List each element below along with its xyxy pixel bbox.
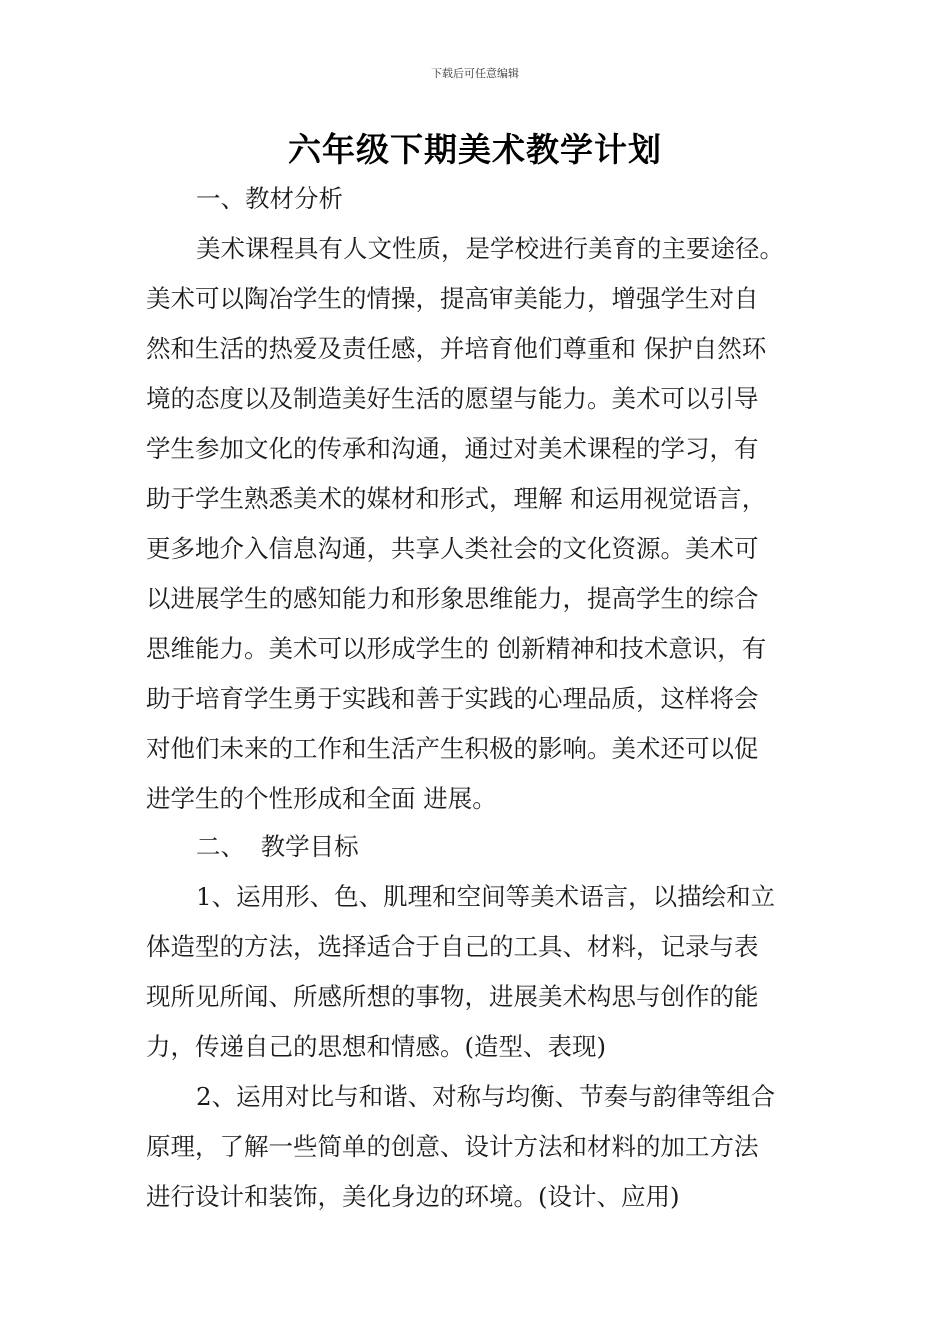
body-line: 2、运用对比与和谐、对称与均衡、节奏与韵律等组合 — [196, 1082, 776, 1111]
body-line: 原理，了解一些简单的创意、设计方法和材料的加工方法 — [146, 1132, 759, 1161]
body-line: 以进展学生的感知能力和形象思维能力，提高学生的综合 — [146, 584, 759, 613]
body-line: 进行设计和装饰，美化身边的环境。(设计、应用) — [146, 1182, 680, 1211]
body-line: 助于培育学生勇于实践和善于实践的心理品质，这样将会 — [146, 684, 759, 713]
body-line: 美术可以陶冶学生的情操，提高审美能力，增强学生对自 — [146, 284, 759, 313]
body-line: 1、运用形、色、肌理和空间等美术语言，以描绘和立 — [196, 882, 776, 911]
body-line: 思维能力。美术可以形成学生的 创新精神和技术意识，有 — [146, 634, 767, 663]
body-line: 然和生活的热爱及责任感，并培育他们尊重和 保护自然环 — [146, 334, 767, 363]
body-line: 助于学生熟悉美术的媒材和形式，理解 和运用视觉语言， — [146, 484, 767, 513]
body-line: 学生参加文化的传承和沟通，通过对美术课程的学习，有 — [146, 434, 759, 463]
body-line: 进学生的个性形成和全面 进展。 — [146, 784, 497, 813]
body-line: 现所见所闻、所感所想的事物，进展美术构思与创作的能 — [146, 982, 759, 1011]
section-heading-1: 一、教材分析 — [196, 184, 343, 213]
header-note: 下载后可任意编辑 — [431, 67, 519, 80]
body-line: 力，传递自己的思想和情感。(造型、表现) — [146, 1032, 607, 1061]
body-line: 体造型的方法，选择适合于自己的工具、材料，记录与表 — [146, 932, 759, 961]
body-line: 美术课程具有人文性质，是学校进行美育的主要途径。 — [196, 234, 784, 263]
body-line: 境的态度以及制造美好生活的愿望与能力。美术可以引导 — [146, 384, 759, 413]
body-line: 更多地介入信息沟通，共享人类社会的文化资源。美术可 — [146, 534, 759, 563]
section-heading-2: 二、 教学目标 — [196, 832, 359, 861]
body-line: 对他们未来的工作和生活产生积极的影响。美术还可以促 — [146, 734, 759, 763]
document-title: 六年级下期美术教学计划 — [288, 130, 662, 169]
